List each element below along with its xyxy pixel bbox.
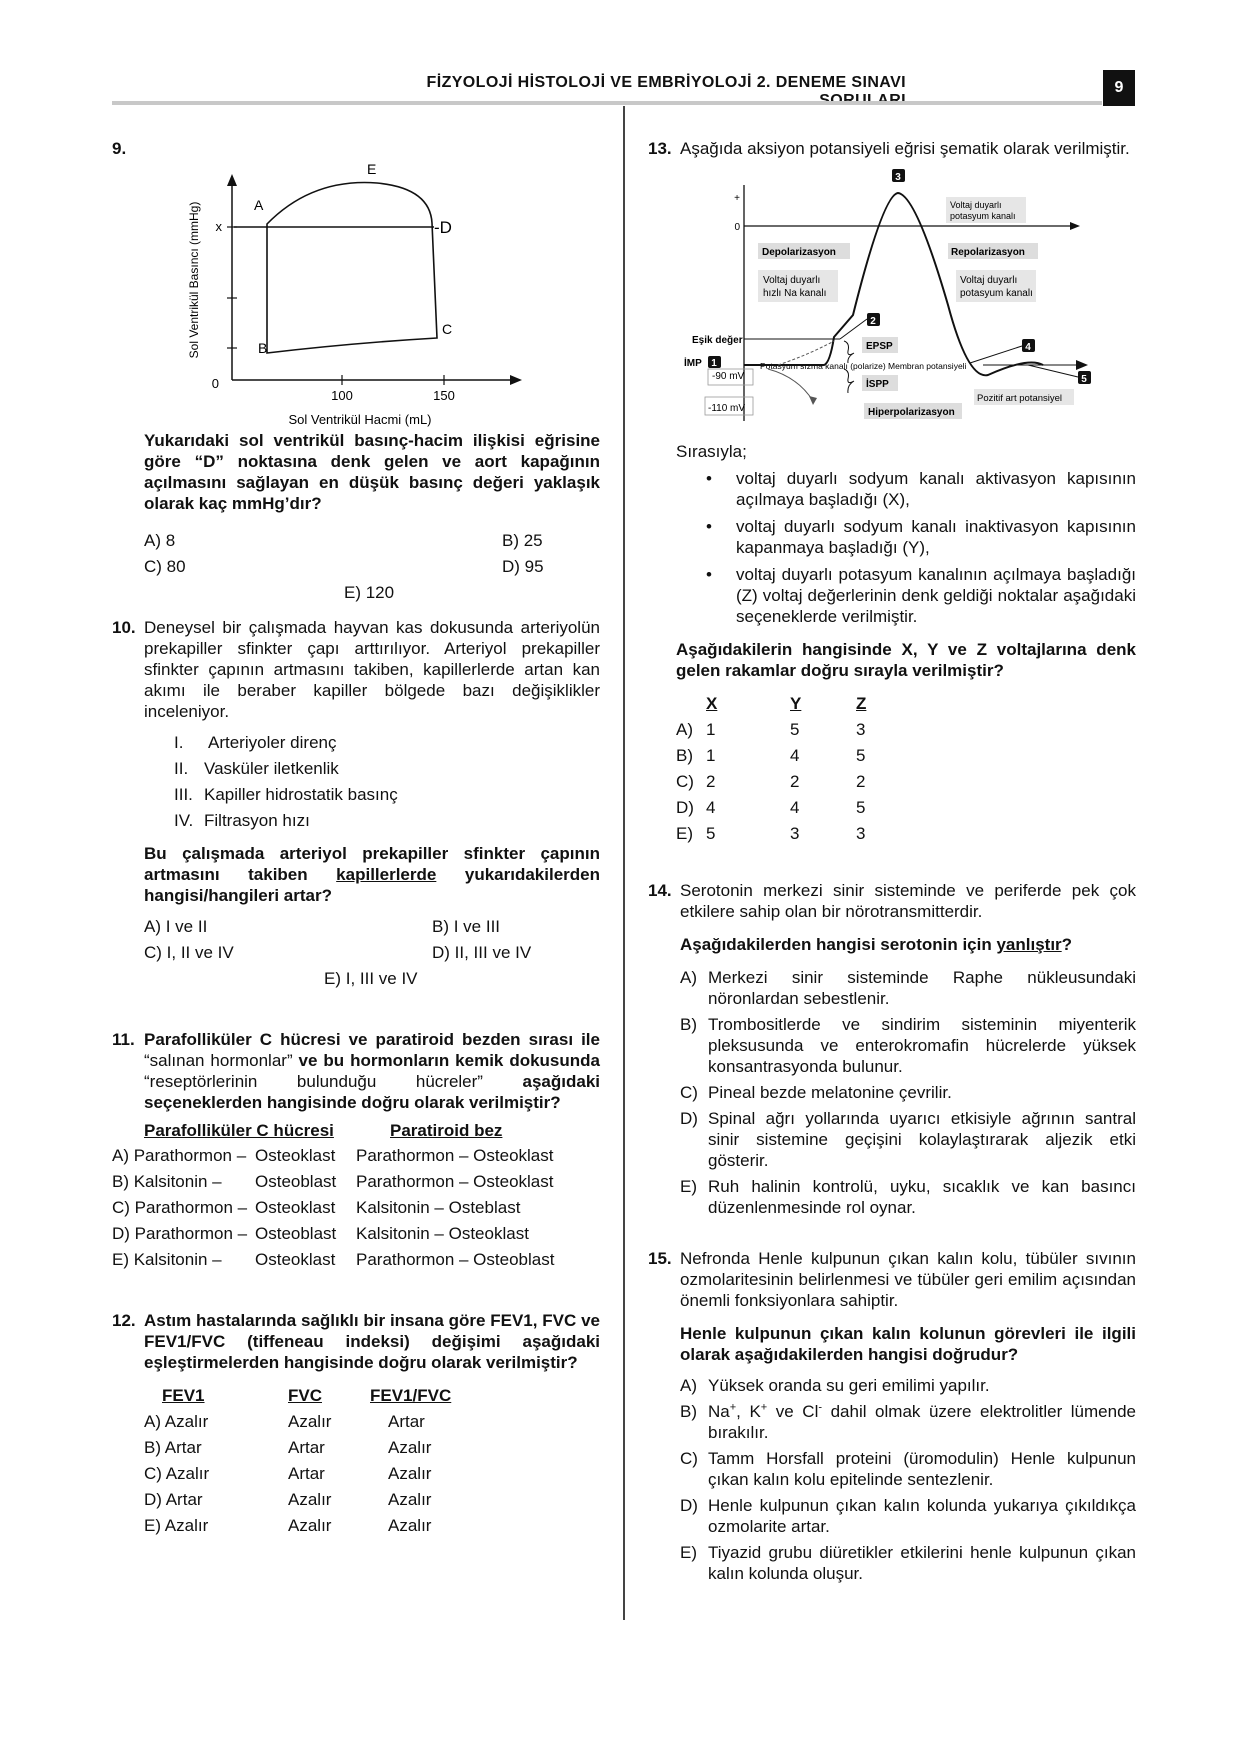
column-header: Parafolliküler C hücresi xyxy=(144,1121,334,1140)
question-12 xyxy=(112,1310,600,1536)
svg-text:5: 5 xyxy=(1081,374,1087,385)
depolarization-label: Depolarizasyon xyxy=(762,247,836,258)
option-d[interactable]: D) II, III ve IV xyxy=(432,943,532,962)
option-d[interactable]: D) Henle kulpunun çıkan kalın kolunda yukarıya çıkıldıkça ozmolarite artar. xyxy=(680,1496,1136,1536)
option-b[interactable]: B) I ve III xyxy=(432,917,501,936)
ispp-label: İSPP xyxy=(866,379,889,390)
column-header: FVC xyxy=(288,1386,322,1405)
svg-text:+: + xyxy=(734,193,740,204)
option-e[interactable]: E) 120 xyxy=(344,583,395,602)
option-c[interactable]: C) Azalır xyxy=(144,1464,210,1483)
threshold-label: Eşik değer xyxy=(692,335,743,346)
option-a[interactable]: A) Yüksek oranda su geri emilimi yapılır. xyxy=(680,1376,990,1395)
question-10 xyxy=(112,617,600,989)
question-number: 9. xyxy=(112,139,127,158)
option-a[interactable]: A) I ve II xyxy=(144,917,208,936)
option-d[interactable]: D) xyxy=(676,798,694,817)
question-number: 11. xyxy=(112,1030,135,1049)
option-b[interactable]: B) Kalsitonin – xyxy=(112,1172,222,1191)
k-channel-label: potasyum kanalı xyxy=(960,288,1033,299)
bullet-item: • voltaj duyarlı sodyum kanalı inaktivasyon kapısının kapanmaya başladığı (Y), xyxy=(706,517,1136,557)
roman-item: I. Arteriyoler direnç xyxy=(174,733,337,752)
page-number: 9 xyxy=(1103,70,1135,106)
roman-list xyxy=(144,732,600,831)
question-13 xyxy=(648,138,1136,844)
sirasiyla-label: Sırasıyla; xyxy=(676,442,747,461)
question-stem: Aşağıdakilerin hangisinde X, Y ve Z voltajlarına denk gelen rakamlar doğru sırayla verilmiştir? xyxy=(676,640,1136,680)
roman-item: IV. Filtrasyon hızı xyxy=(174,811,310,830)
x-tick-100: 100 xyxy=(331,388,353,403)
option-b[interactable]: B) Artar xyxy=(144,1438,202,1457)
bullet-item: • voltaj duyarlı potasyum kanalının açılmaya başladığı (Z) voltaj değerlerinin denk geldiği noktalar aşağıdaki seçeneklerde verilmiştir. xyxy=(706,565,1136,626)
option-b[interactable]: B) 25 xyxy=(502,531,543,550)
option-b[interactable]: B) Na+, K+ ve Cl- dahil olmak üzere elektrolitler lümende bırakılır. xyxy=(680,1401,1136,1442)
column-header: Z xyxy=(856,694,867,713)
question-stem: Bu çalışmada arteriyol prekapiller sfinkter çapının artmasını takiben kapillerlerde yukarıdakilerden hangisi/hangileri artar? xyxy=(144,844,600,905)
option-e[interactable]: E) Ruh halinin kontrolü, uyku, sıcaklık ve kan basıncı düzenlenmesinde rol oynar. xyxy=(680,1177,1136,1217)
fev-table: FEV1 FVC FEV1/FVC A) Azalır Azalır Artar B) Artar Artar Azalır C) Azalır Artar Azalır D) Artar Azalır Azalır E) Azalır Azalır Azalır xyxy=(112,1385,600,1536)
option-c[interactable]: C) 80 xyxy=(144,557,186,576)
option-d[interactable]: D) Spinal ağrı yollarında uyarıcı etkisiyle ağrının santral sinir sistemine geçişini kolaylaştırarak aljezik etki gösterir. xyxy=(680,1109,1136,1170)
option-a[interactable]: A) Azalır xyxy=(144,1412,209,1431)
column-header: X xyxy=(706,694,718,713)
question-number: 10. xyxy=(112,618,136,637)
leak-channel-label: Potasyum sızma kanalı (polarize) Membran potansiyeli xyxy=(760,361,967,371)
k-channel-top-label: potasyum kanalı xyxy=(950,211,1016,221)
option-c[interactable]: C) xyxy=(676,772,694,791)
column-header: Paratiroid bez xyxy=(390,1121,503,1140)
option-b[interactable]: B) xyxy=(676,746,693,765)
right-column xyxy=(648,138,1136,1589)
question-intro: Aşağıda aksiyon potansiyeli eğrisi şematik olarak verilmiştir. xyxy=(680,139,1130,158)
column-header: FEV1 xyxy=(162,1386,205,1405)
page-header-title: FİZYOLOJİ HİSTOLOJİ VE EMBRİYOLOJİ 2. DENEME SINAVI xyxy=(426,74,906,91)
option-a[interactable]: A) Parathormon – xyxy=(112,1146,247,1165)
option-c[interactable]: C) Pineal bezde melatonine çevrilir. xyxy=(680,1083,952,1102)
svg-text:Voltaj duyarlı: Voltaj duyarlı xyxy=(960,275,1018,286)
question-11 xyxy=(112,1029,600,1270)
repolarization-label: Repolarizasyon xyxy=(951,247,1025,258)
stem-underline: yanlıştır xyxy=(996,935,1062,954)
bullet-item: • voltaj duyarlı sodyum kanalı aktivasyon kapısının açılmaya başladığı (X), xyxy=(706,469,1136,509)
point-e-label: E xyxy=(367,161,377,177)
column-header: Y xyxy=(790,694,802,713)
option-d[interactable]: D) Artar xyxy=(144,1490,203,1509)
option-c[interactable]: C) Parathormon – xyxy=(112,1198,248,1217)
mv90-label: -90 mV xyxy=(712,371,745,382)
roman-item: III. Kapiller hidrostatik basınç xyxy=(174,785,398,804)
question-14 xyxy=(648,880,1136,1218)
option-a[interactable]: A) Merkezi sinir sisteminde Raphe nükleusundaki nöronlardan sebestlenir. xyxy=(680,968,1136,1008)
question-stem: Aşağıdakilerden hangisi serotonin için yanlıştır? xyxy=(680,935,1073,954)
mv110-label: -110 mV xyxy=(708,403,746,414)
question-stem: Yukarıdaki sol ventrikül basınç-hacim ilişkisi eğrisine göre “D” noktasına denk gelen ve aort kapağının açılmasını sağlayan en düşük basınç değeri yaklaşık olarak kaç mmHg’dır? xyxy=(144,431,600,513)
question-stem: Parafolliküler C hücresi ve paratiroid bezden sırası ile “salınan hormonlar” ve bu hormonların kemik dokusunda “reseptörlerinin bulunduğu hücreler” aşağıdaki seçeneklerden hangisinde doğru olarak verilmiştir? xyxy=(144,1030,600,1112)
option-e[interactable]: E) Azalır xyxy=(144,1516,209,1535)
y-axis-arrow xyxy=(227,174,237,186)
svg-text:Voltaj duyarlı: Voltaj duyarlı xyxy=(950,200,1002,210)
option-d[interactable]: D) Parathormon – xyxy=(112,1224,248,1243)
pv-loop-figure xyxy=(112,138,600,428)
option-a[interactable]: A) xyxy=(676,720,693,739)
x-axis-label: Sol Ventrikül Hacmi (mL) xyxy=(288,412,432,427)
roman-item: II. Vasküler iletkenlik xyxy=(174,759,339,778)
question-number: 13. xyxy=(648,139,672,158)
bullet-list xyxy=(676,468,1136,627)
option-e[interactable]: E) xyxy=(676,824,693,843)
svg-text:Voltaj duyarlı: Voltaj duyarlı xyxy=(763,275,821,286)
question-number: 15. xyxy=(648,1249,672,1268)
svg-text:2: 2 xyxy=(870,316,876,327)
xyz-table: X Y Z A) 1 5 3 B) 1 4 5 C) 2 2 2 D) 4 4 5 E) 5 3 3 xyxy=(676,693,1136,844)
positive-after-potential-label: Pozitif art potansiyel xyxy=(977,393,1063,404)
left-column xyxy=(112,138,600,1536)
hyperpolarization-label: Hiperpolarizasyon xyxy=(868,407,955,418)
question-15 xyxy=(648,1248,1136,1584)
action-potential-figure xyxy=(648,165,1136,437)
question-stem: Astım hastalarında sağlıklı bir insana göre FEV1, FVC ve FEV1/FVC (tiffeneau indeksi) değişimi aşağıdaki eşleştirmelerden hangisinde doğru olarak verilmiştir? xyxy=(144,1311,600,1372)
question-intro: Deneysel bir çalışmada hayvan kas dokusunda arteriyolün prekapiller sfinkter çapı arttırılıyor. Arteriyol prekapiller sfinkter çapının artmasını takiben, kapillerlerde artan kan akımı ile beraber kapiller bölgede bazı değişiklikler inceleniyor. xyxy=(144,618,600,721)
point-d-label: -D xyxy=(434,218,452,237)
option-e[interactable]: E) Kalsitonin – xyxy=(112,1250,222,1269)
x-axis-arrow xyxy=(510,375,522,385)
option-e[interactable]: E) Tiyazid grubu diüretikler etkilerini henle kulpunun çıkan kalın kolunda oluşur. xyxy=(680,1543,1136,1583)
epsp-label: EPSP xyxy=(866,341,893,352)
stem-underline: kapillerlerde xyxy=(336,865,437,884)
column-header: FEV1/FVC xyxy=(370,1386,452,1405)
svg-text:0: 0 xyxy=(734,222,740,233)
na-channel-label: hızlı Na kanalı xyxy=(763,288,827,299)
svg-text:3: 3 xyxy=(895,172,901,183)
svg-text:4: 4 xyxy=(1025,342,1031,353)
option-e[interactable]: E) I, III ve IV xyxy=(324,969,418,988)
svg-text:1: 1 xyxy=(711,358,717,369)
header-rule xyxy=(112,101,1102,105)
pv-loop xyxy=(267,183,437,353)
option-c[interactable]: C) I, II ve IV xyxy=(144,943,234,962)
y-axis-label: Sol Ventrikül Basıncı (mmHg) xyxy=(187,201,201,359)
point-c-label: C xyxy=(442,321,453,337)
origin-label: 0 xyxy=(211,376,219,391)
question-intro: Serotonin merkezi sinir sisteminde ve periferde pek çok etkilere sahip olan bir nörotransmitterdir. xyxy=(680,881,1136,921)
point-b-label: B xyxy=(258,340,268,356)
y-tick-x: x xyxy=(215,219,222,234)
option-d[interactable]: D) 95 xyxy=(502,557,544,576)
question-number: 12. xyxy=(112,1311,136,1330)
question-number: 14. xyxy=(648,881,672,900)
point-a-label: A xyxy=(254,197,264,213)
question-intro: Nefronda Henle kulpunun çıkan kalın kolu, tübüler sıvının ozmolaritesinin belirlenmesi ve tübüler geri emilim açısından önemli fonksiyonlara sahiptir. xyxy=(680,1249,1136,1310)
option-b[interactable]: B) Trombositlerde ve sindirim sisteminin miyenterik pleksusunda ve enterokromafin hücrelerde yüksek konsantrasyonda bulunur. xyxy=(680,1015,1136,1076)
hormone-table: Parafolliküler C hücresi Paratiroid bez A) Parathormon – Osteoklast Parathormon – Osteoklast B) Kalsitonin – Osteoblast Parathormon – Osteoklast C) Parathormon – Osteoklast Kalsitonin – Osteblast D) Parathormon – Osteoblast Kalsitonin – Osteoklast E) Kalsitonin – Osteoklast Parathormon – Osteoblast xyxy=(112,1120,600,1270)
x-tick-150: 150 xyxy=(433,388,455,403)
option-a[interactable]: A) 8 xyxy=(144,531,176,550)
question-9 xyxy=(112,138,600,603)
column-divider xyxy=(623,106,625,1620)
question-stem: Henle kulpunun çıkan kalın kolunun görevleri ile ilgili olarak aşağıdakilerden hangisi doğrudur? xyxy=(680,1324,1136,1364)
imp-label: İMP xyxy=(684,358,702,369)
option-c[interactable]: C) Tamm Horsfall proteini (üromodulin) Henle kulpunun çıkan kalın kolu epitelinde sentezlenir. xyxy=(680,1449,1136,1489)
